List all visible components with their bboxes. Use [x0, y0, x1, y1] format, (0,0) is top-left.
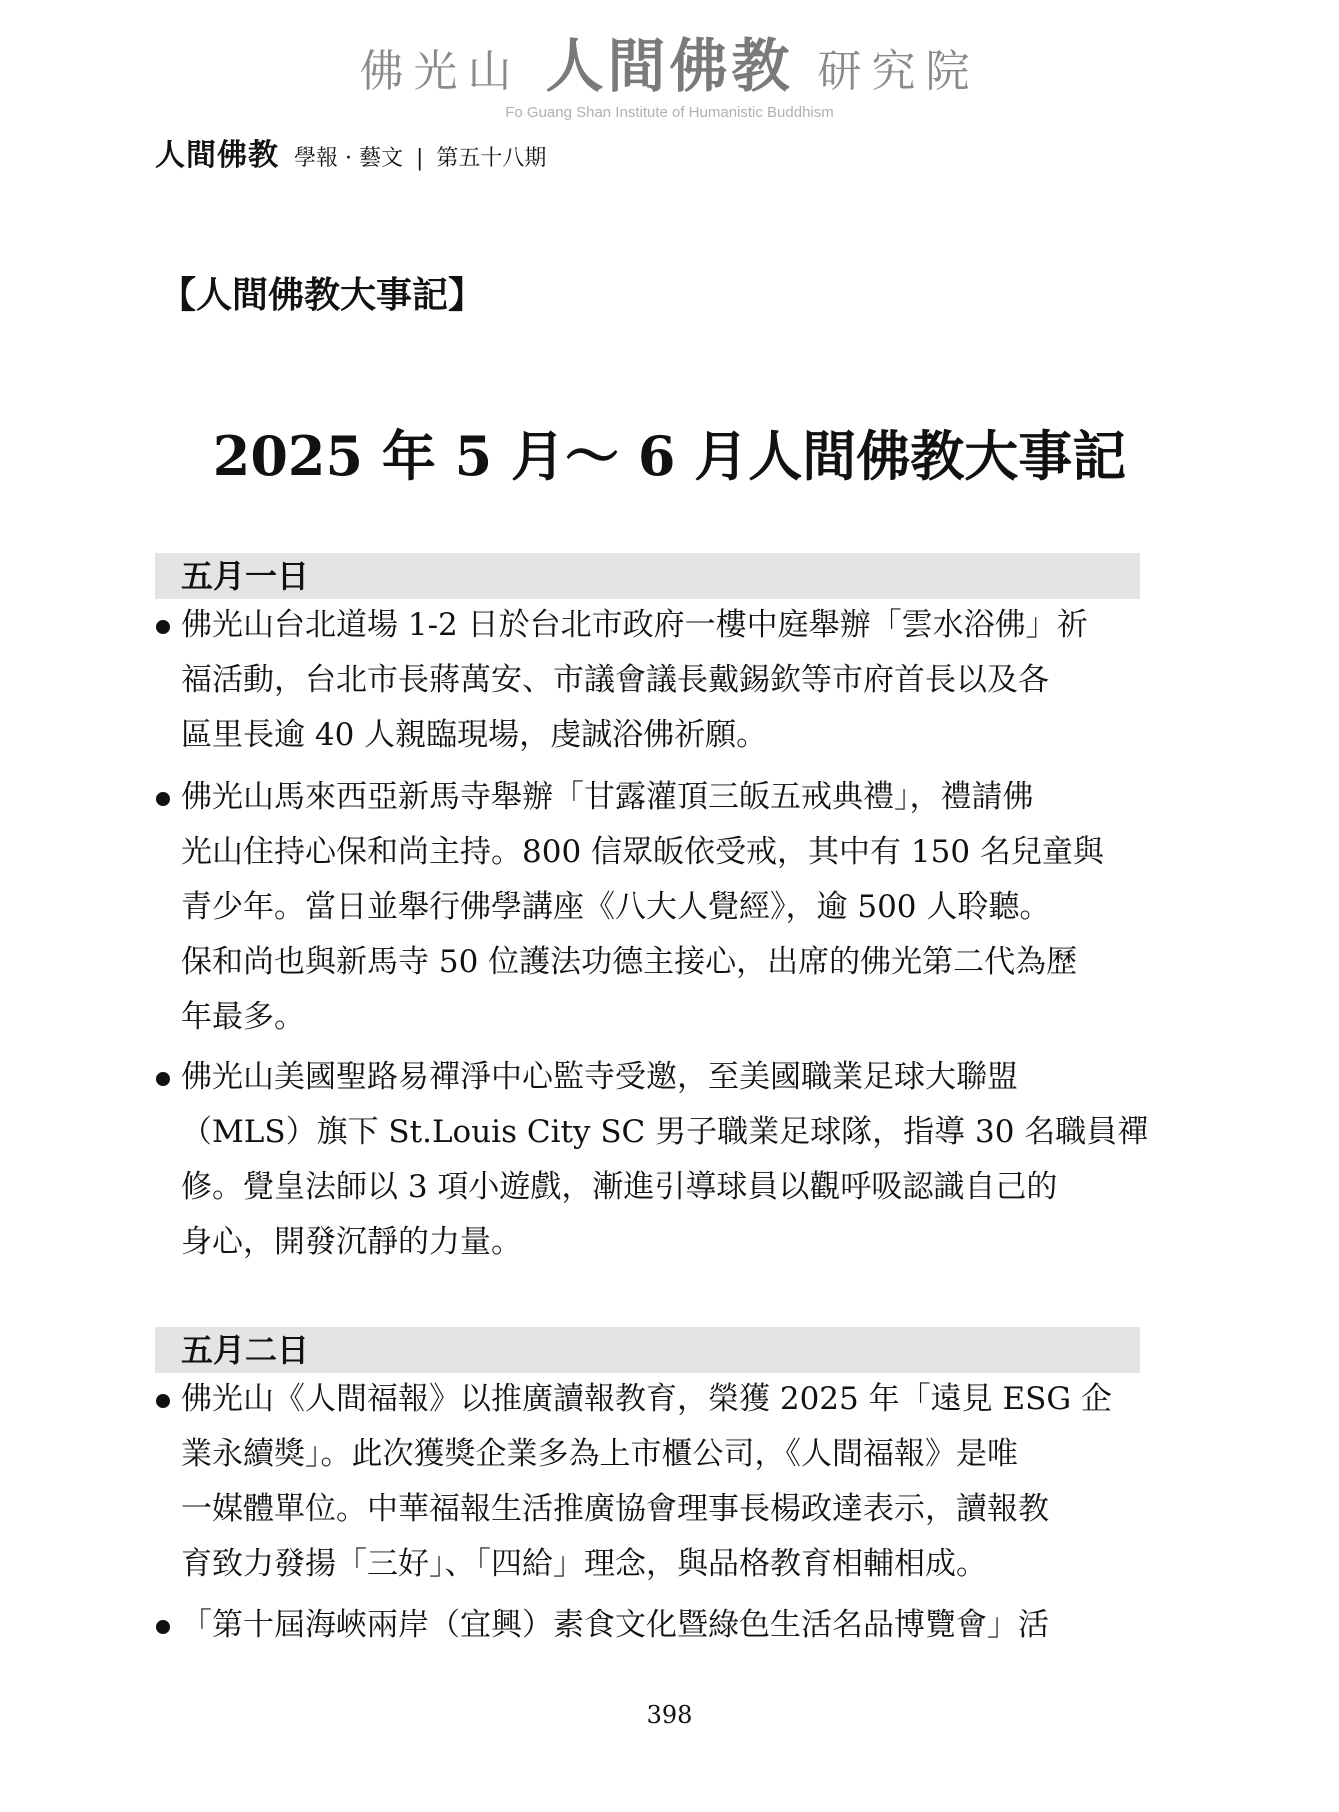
bullet-icon [156, 1072, 170, 1086]
entry-line: 年最多。 [181, 999, 305, 1035]
entry-line: 佛光山台北道場 1-2 日於台北市政府一樓中庭舉辦「雲水浴佛」祈 [155, 598, 1145, 653]
journal-brand: 人間佛教 [155, 138, 279, 173]
journal-section: 學報 · 藝文 [294, 146, 403, 171]
list-item [155, 1372, 1145, 1592]
institute-name-suffix: 研究院 [817, 46, 980, 97]
entry-line: 佛光山《人間福報》以推廣讀報教育，榮獲 2025 年「遠見 ESG 企 [155, 1372, 1145, 1427]
list-item [155, 770, 1145, 1045]
entry-line: 一媒體單位。中華福報生活推廣協會理事長楊政達表示，讀報教 [181, 1491, 1049, 1527]
bullet-icon [156, 620, 170, 634]
list-item [155, 1598, 1145, 1653]
running-head [155, 140, 546, 175]
entry-line: （MLS）旗下 St.Louis City SC 男子職業足球隊，指導 30 名職員禪 [181, 1114, 1149, 1150]
institute-name-prefix: 佛光山 [359, 46, 522, 97]
list-item [155, 598, 1145, 763]
institute-banner [0, 32, 1339, 121]
bullet-icon [156, 1394, 170, 1408]
entry-line: 佛光山美國聖路易禪淨中心監寺受邀，至美國職業足球大聯盟 [155, 1050, 1145, 1105]
page-number: 398 [646, 1701, 693, 1729]
entry-line: 育致力發揚「三好」、「四給」理念，與品格教育相輔相成。 [181, 1546, 987, 1582]
institute-brand-logo: 人間佛教 [545, 32, 794, 100]
entry-line: 「第十屆海峽兩岸（宜興）素食文化暨綠色生活名品博覽會」活 [155, 1598, 1145, 1653]
entry-line: 佛光山馬來西亞新馬寺舉辦「甘露灌頂三皈五戒典禮」，禮請佛 [155, 770, 1145, 825]
entry-line: 福活動，台北市長蔣萬安、市議會議長戴錫欽等市府首長以及各 [181, 662, 1049, 698]
date-heading: 五月一日 [155, 553, 1140, 599]
entry-line: 身心，開發沉靜的力量。 [181, 1224, 522, 1260]
institute-english-name: Fo Guang Shan Institute of Humanistic Buddhism [505, 104, 834, 121]
journal-issue: 第五十八期 [436, 146, 547, 171]
entry-line: 業永續獎」。此次獲獎企業多為上市櫃公司，《人間福報》是唯 [181, 1436, 1018, 1472]
list-item [155, 1050, 1149, 1270]
entry-line: 修。覺皇法師以 3 項小遊戲，漸進引導球員以觀呼吸認識自己的 [181, 1169, 1058, 1205]
entry-line: 保和尚也與新馬寺 50 位護法功德主接心，出席的佛光第二代為歷 [181, 944, 1078, 980]
entry-line: 青少年。當日並舉行佛學講座《八大人覺經》，逾 500 人聆聽。 [181, 889, 1051, 925]
bullet-icon [156, 1620, 170, 1634]
section-label: 【人間佛教大事記】 [160, 274, 485, 316]
institute-name [0, 32, 1339, 102]
bullet-icon [156, 792, 170, 806]
entry-line: 光山住持心保和尚主持。800 信眾皈依受戒，其中有 150 名兒童與 [181, 834, 1104, 870]
page-title: 2025 年 5 月～ 6 月人間佛教大事記 [212, 424, 1127, 488]
date-heading: 五月二日 [155, 1327, 1140, 1373]
entry-line: 區里長逾 40 人親臨現場，虔誠浴佛祈願。 [181, 717, 768, 753]
running-head-separator: | [415, 146, 424, 171]
